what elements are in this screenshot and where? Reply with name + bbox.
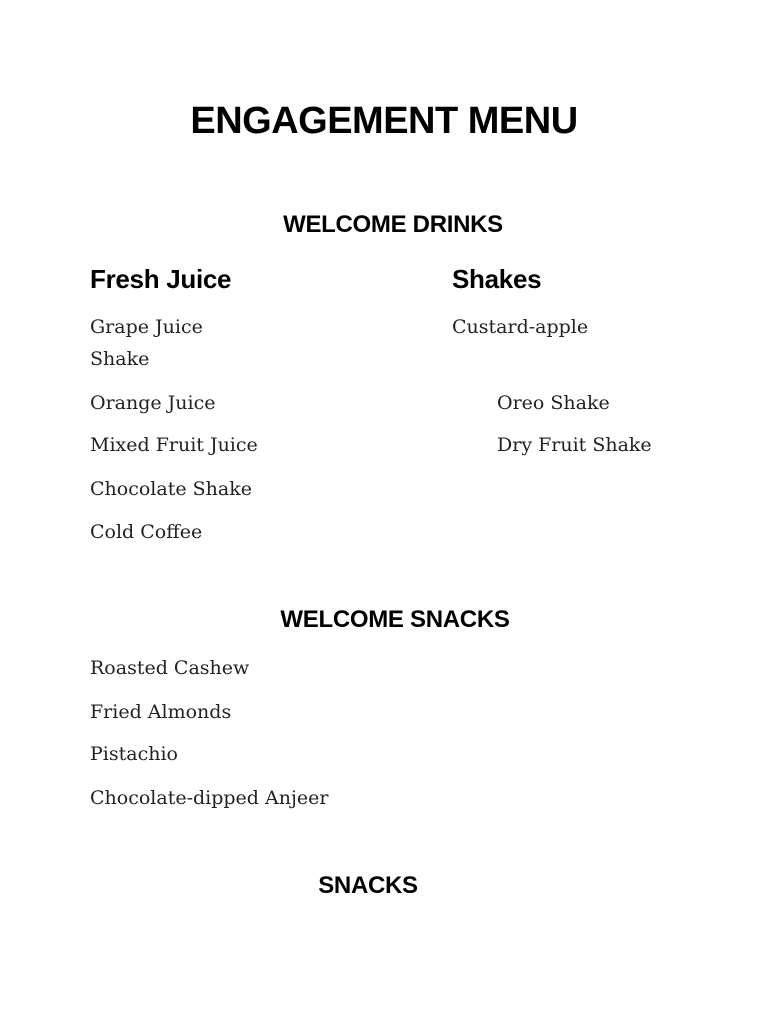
snack-item-fried-almonds: Fried Almonds	[90, 701, 232, 723]
snack-item-pistachio: Pistachio	[90, 743, 178, 765]
drink-item-orange-juice: Orange Juice	[90, 392, 216, 414]
snacks-heading: SNACKS	[318, 872, 418, 899]
welcome-drinks-heading: WELCOME DRINKS	[283, 211, 503, 238]
fresh-juice-heading: Fresh Juice	[90, 264, 232, 294]
welcome-snacks-heading: WELCOME SNACKS	[280, 606, 510, 633]
drink-item-shake: Shake	[90, 348, 150, 370]
drink-item-custard-apple: Custard-apple	[452, 316, 589, 338]
page-title: ENGAGEMENT MENU	[190, 100, 578, 142]
drink-item-dry-fruit-shake: Dry Fruit Shake	[497, 434, 652, 456]
drink-item-oreo-shake: Oreo Shake	[497, 392, 610, 414]
drink-item-mixed-fruit-juice: Mixed Fruit Juice	[90, 434, 258, 456]
drink-item-chocolate-shake: Chocolate Shake	[90, 478, 252, 500]
snack-item-chocolate-dipped-anjeer: Chocolate-dipped Anjeer	[90, 787, 329, 809]
shakes-heading: Shakes	[452, 264, 542, 294]
drink-item-grape-juice: Grape Juice	[90, 316, 203, 338]
drink-item-cold-coffee: Cold Coffee	[90, 521, 203, 543]
snack-item-roasted-cashew: Roasted Cashew	[90, 657, 250, 679]
